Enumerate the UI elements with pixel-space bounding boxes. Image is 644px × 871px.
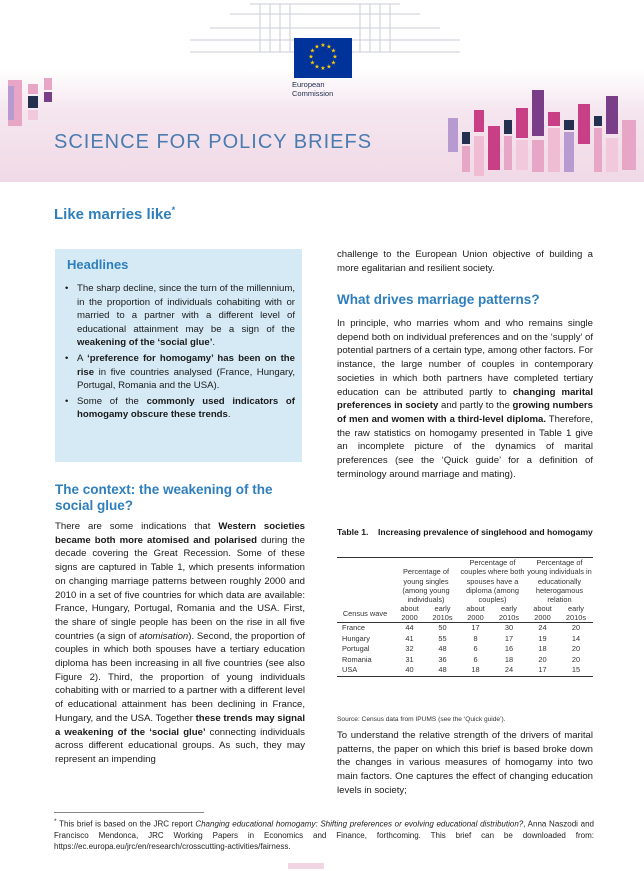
svg-text:★: ★ xyxy=(308,53,314,61)
table-row: Hungary 41 55 8 17 19 14 xyxy=(342,633,581,643)
decor-bar xyxy=(474,110,484,132)
svg-text:★: ★ xyxy=(330,59,337,67)
table-col-group-header: Percentage of young singles (among young individuals) xyxy=(402,567,450,605)
bullet-icon: • xyxy=(65,395,69,407)
decor-bar xyxy=(8,86,14,120)
decor-bar xyxy=(564,132,574,172)
table-row: Portugal 32 48 6 16 18 20 xyxy=(342,644,581,654)
table-wave-header: early 2010s xyxy=(426,604,459,623)
svg-text:★: ★ xyxy=(326,43,332,51)
decor-bar xyxy=(532,90,544,136)
headlines-list xyxy=(61,282,295,424)
svg-text:★: ★ xyxy=(320,65,326,72)
series-title: SCIENCE FOR POLICY BRIEFS xyxy=(54,131,373,153)
table-wave-header: early 2010s xyxy=(492,604,526,623)
table-col-group-header: Percentage of couples where both spouses have a diploma (among couples) xyxy=(460,558,525,605)
european-commission-logo-text: European Commission xyxy=(292,80,334,98)
decor-bar xyxy=(504,136,512,170)
decor-bar xyxy=(28,96,38,108)
eu-flag-icon xyxy=(294,38,352,78)
table-source: Source: Census data from IPUMS (see the ‘Quick guide’). xyxy=(337,716,506,723)
drivers-paragraph: In principle, who marries whom and who remains single depend both on individual preferences and on the ‘supply’ of potential partners of a certain type, among other factors. For instance, the large number of couples in contemporary societies in which both partners have completed tertiary education can be attributed partly to changing marital preferences in society and partly to the growing numbers of men and women with a third-level diploma. Therefore, the raw statistics on homogamy presented in Table 1 give an incomplete picture of the dynamics of marital preferences (see the ‘Quick guide’ for a definition of terminology around marriage and mating). xyxy=(337,318,594,480)
svg-text:★: ★ xyxy=(309,47,316,55)
decor-bar xyxy=(606,138,618,172)
decor-bar xyxy=(448,118,458,152)
decor-bar xyxy=(594,116,602,126)
svg-text:★: ★ xyxy=(309,59,316,67)
decor-bar xyxy=(28,84,38,94)
homogamy-table xyxy=(337,557,593,677)
footnote: * This brief is based on the JRC report Changing educational homogamy: Shifting preferences or evolving educational distribution?, Anna Naszodi and Francisco Mendonca, JRC Working Papers in Economics and Finance, forthcoming. This brief can be downloaded from: https://ec.europa.eu/jrc/en/research/crosscutting-activities/fairness. xyxy=(54,818,594,851)
headlines-box xyxy=(55,249,302,462)
decor-bar xyxy=(578,104,590,144)
decor-bar xyxy=(44,78,52,90)
decor-bar xyxy=(462,132,470,144)
header-banner xyxy=(0,0,644,182)
decor-bar xyxy=(28,110,38,120)
decor-bar xyxy=(622,120,636,170)
decor-bar xyxy=(532,140,544,172)
decor-bar xyxy=(474,136,484,176)
decor-bar xyxy=(548,112,560,126)
footnote-marker: * xyxy=(171,205,176,215)
drivers-heading: What drives marriage patterns? xyxy=(337,292,540,307)
decor-bar xyxy=(488,126,500,170)
table-header-wave-row xyxy=(337,604,593,623)
table-wave-label: Census wave xyxy=(337,604,393,623)
table-wave-header: about 2000 xyxy=(526,604,559,623)
table-wave-header: early 2010s xyxy=(559,604,593,623)
headline-item: • A ‘preference for homogamy’ has been on the rise in five countries analysed (France, Hungary, Portugal, Romania and the USA). xyxy=(65,352,295,392)
breakdown-paragraph: To understand the relative strength of the drivers of marital patterns, the paper on which this brief is based broke down the changes in various measures of homogamy into two main factors. One captures the effect of changing education levels in society; xyxy=(337,730,593,796)
decor-bar xyxy=(594,128,602,172)
table-row: Romania 31 36 6 18 20 20 xyxy=(342,654,581,664)
context-heading: The context: the weakening of the social glue? xyxy=(55,482,273,513)
decor-bar xyxy=(564,120,574,130)
decor-bar xyxy=(548,128,560,172)
svg-text:★: ★ xyxy=(314,63,320,71)
table-header-group-row xyxy=(337,558,593,605)
table-wave-header: about 2000 xyxy=(459,604,492,623)
table-caption: Table 1. Increasing prevalence of singlehood and homogamy xyxy=(337,527,593,537)
table-wave-header: about 2000 xyxy=(393,604,426,623)
decor-bar xyxy=(462,146,470,172)
decor-bar xyxy=(606,96,618,134)
headline-item: • Some of the commonly used indicators of homogamy obscure these trends. xyxy=(65,395,295,421)
context-paragraph: There are some indications that Western societies became both more atomised and polarised during the decade covering the Great Recession. Some of these signs are captured in Table 1, which presents information on changing marriage patterns between roughly 2000 and 2010 in a set of five countries for which data are available: France, Hungary, Portugal, Romania and the USA. First, the share of single people has been on the rise in all five countries (a sign of atomisation). Second, the proportion of couples in which both spouses have a tertiary education diploma has been increasing in all five countries (see also Figure 2). Third, the proportion of young individuals cohabiting with or married to a partner with a different level of educational attainment has been declining in France, Hungary, and the USA. Together these trends may signal a weakening of the ‘social glue’ connecting individuals across different educational groups. As such, they may represent an impending xyxy=(55,521,305,765)
table-row: USA 40 48 18 24 17 15 xyxy=(337,665,593,676)
decor-bar xyxy=(44,92,52,102)
decor-bar xyxy=(516,140,528,170)
svg-text:★: ★ xyxy=(326,63,332,71)
footnote-rule xyxy=(54,812,204,813)
table-col-group-header: Percentage of young individuals in educationally heterogamous relation xyxy=(527,558,592,605)
table-row: France 44 50 17 30 24 20 xyxy=(342,623,581,633)
continuation-paragraph: challenge to the European Union objective of building a more egalitarian and resilient society. xyxy=(337,249,593,274)
footer-decor-bar xyxy=(288,863,324,869)
svg-text:★: ★ xyxy=(330,47,337,55)
bullet-icon: • xyxy=(65,283,69,294)
page-title: Like marries like* xyxy=(54,205,176,223)
headlines-title: Headlines xyxy=(67,257,129,272)
bullet-icon: • xyxy=(65,352,69,364)
svg-text:★: ★ xyxy=(320,42,326,49)
headline-item: • The sharp decline, since the turn of the millennium, in the proportion of individuals cohabiting with or married to a partner with a different level of educational attainment may be a sign of the weakening of the ‘social glue’. xyxy=(65,283,295,349)
decor-bar xyxy=(516,108,528,138)
svg-text:★: ★ xyxy=(314,43,320,51)
decor-bar xyxy=(504,120,512,134)
svg-text:★: ★ xyxy=(332,53,338,61)
